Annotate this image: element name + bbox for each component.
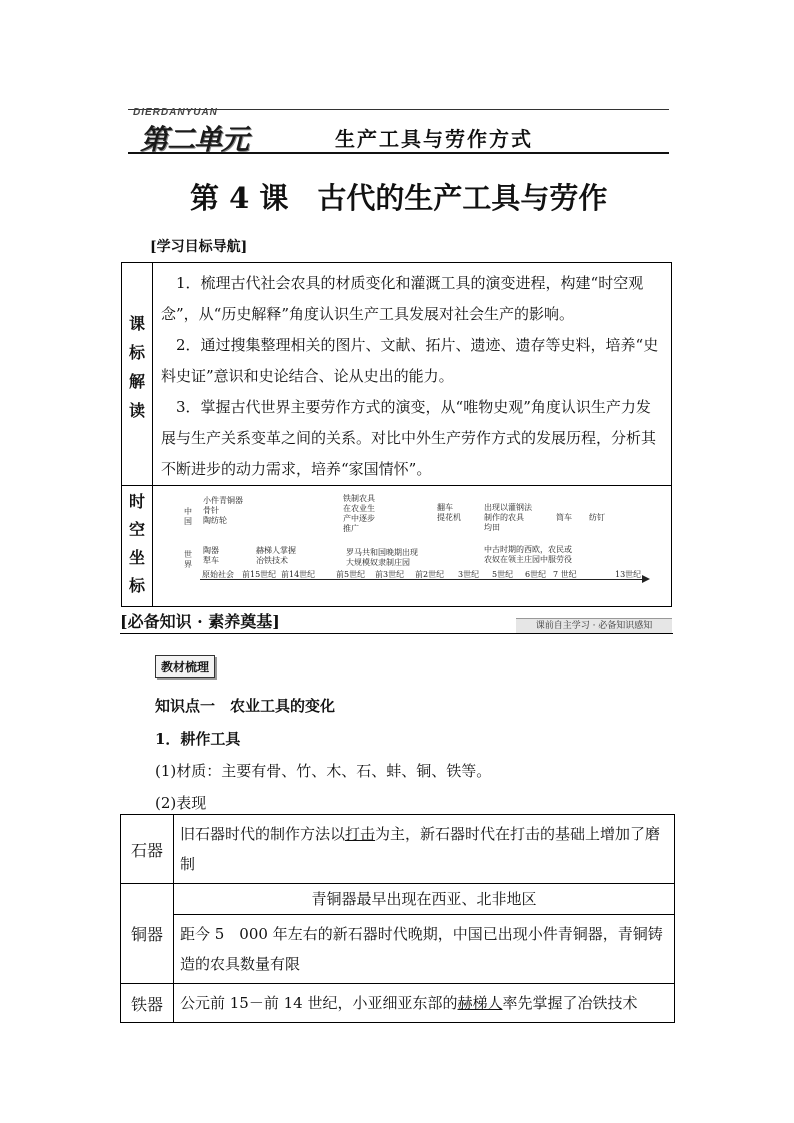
stone-text-underlined: 打击 — [345, 825, 376, 843]
knowledge-point-title: 知识点一 农业工具的变化 — [155, 697, 336, 715]
bronze-line1: 青铜器最早出现在西亚、北非地区 — [174, 884, 675, 915]
objective-item: 3．掌握古代世界主要劳作方式的演变，从“唯物史观”角度认识生产力发展与生产关系变革之间的关系。对比中外生产劳作方式的发展历程，分析其不断进步的动力需求，培养“家国情怀”。 — [161, 398, 657, 478]
unit-pinyin: DIERDANYUAN — [133, 107, 218, 118]
timeline-tick: 13世纪 — [615, 570, 642, 579]
banner-tag: 课前自主学习 · 必备知识感知 — [516, 618, 672, 634]
stone-text-a: 旧石器时代的制作方法以 — [180, 825, 346, 843]
iron-text — [174, 984, 675, 1023]
stone-text — [174, 815, 675, 884]
timeline-tick: 前5世纪 — [336, 570, 366, 579]
iron-text-b: 率先掌握了冶铁技术 — [502, 994, 638, 1012]
timeline-world-event: 罗马共和国晚期出现 大规模奴隶制庄园 — [346, 548, 418, 567]
timeline-tick: 5世纪 — [492, 570, 514, 579]
side-char: 标 — [128, 576, 145, 595]
objective-item: 2．通过搜集整理相关的图片、文献、拓片、遗迹、遗存等史料，培养“史料史证”意识和史论结合、论从史出的能力。 — [161, 336, 659, 385]
material-line: (1)材质：主要有骨、竹、木、石、蚌、铜、铁等。 — [155, 762, 492, 780]
curriculum-side-label — [122, 263, 153, 486]
lesson-title: 第 4 课 古代的生产工具与劳作 — [190, 181, 608, 215]
side-char: 读 — [128, 401, 145, 420]
timeline-world-event: 赫梯人掌握 冶铁技术 — [256, 546, 296, 565]
timeline-world-event: 中古时期的西欧，农民或 农奴在领主庄园中服劳役 — [484, 545, 572, 564]
timeline-side-label — [122, 486, 153, 607]
timeline-tick: 7 世纪 — [553, 570, 577, 579]
side-char: 标 — [128, 343, 145, 362]
objectives-section-label: [学习目标导航] — [150, 239, 248, 255]
subsection-title: 1．耕作工具 — [155, 730, 241, 748]
timeline-china-event: 纺钉 — [589, 513, 605, 522]
essential-knowledge-banner: [必备知识 · 素养奠基] — [120, 612, 280, 631]
stone-label: 石器 — [121, 815, 174, 884]
header-rule — [128, 152, 669, 154]
timeline-china-event: 铁制农具 在农业生 产中逐步 推广 — [343, 494, 375, 533]
side-char: 课 — [128, 314, 145, 333]
tools-table — [120, 814, 675, 1023]
bronze-line2: 距今 5 000 年左右的新石器时代晚期，中国已出现小件青铜器，青铜铸造的农具数量有限 — [174, 915, 675, 984]
stone-text-b: 为主，新石器时代在打击的基础上增加了磨制 — [180, 825, 661, 873]
objectives-text — [153, 263, 672, 486]
unit-title: 生产工具与劳作方式 — [335, 127, 533, 151]
iron-label: 铁器 — [121, 984, 174, 1023]
timeline-china-event: 筒车 — [556, 513, 572, 522]
timeline-tick: 前2世纪 — [415, 570, 445, 579]
timeline-tick: 原始社会 — [202, 570, 234, 579]
side-char: 空 — [128, 520, 145, 539]
timeline-tick: 前14世纪 — [281, 570, 316, 579]
timeline-tick: 前15世纪 — [242, 570, 277, 579]
iron-text-a: 公元前 15－前 14 世纪，小亚细亚东部的 — [180, 994, 458, 1012]
textbook-review-box: 教材梳理 — [155, 655, 215, 678]
iron-text-underlined: 赫梯人 — [457, 994, 503, 1012]
timeline-china-event: 翻车 提花机 — [437, 503, 461, 522]
bronze-label: 铜器 — [121, 884, 174, 984]
timeline-tick: 6世纪 — [525, 570, 547, 579]
timeline-world-event: 陶器 犁车 — [203, 546, 219, 565]
timeline-arrow-icon — [642, 575, 650, 583]
side-char: 时 — [128, 492, 145, 511]
timeline-china-event: 小件青铜器 骨针 陶纺轮 — [203, 496, 243, 525]
side-char: 坐 — [128, 548, 145, 567]
timeline-china-label: 中 国 — [184, 507, 192, 526]
unit-name: 第二单元 — [140, 123, 249, 156]
timeline-tick: 3世纪 — [458, 570, 480, 579]
objective-item: 1．梳理古代社会农具的材质变化和灌溉工具的演变进程，构建“时空观念”，从“历史解释”角度认识生产工具发展对社会生产的影响。 — [161, 274, 644, 323]
performance-line: (2)表现 — [155, 794, 207, 812]
banner-rule — [120, 633, 673, 634]
timeline-china-event: 出现以灌钢法 制作的农具 均田 — [484, 503, 532, 532]
timeline-world-label: 世 界 — [184, 550, 192, 569]
timeline-tick: 前3世纪 — [375, 570, 405, 579]
side-char: 解 — [128, 372, 145, 391]
